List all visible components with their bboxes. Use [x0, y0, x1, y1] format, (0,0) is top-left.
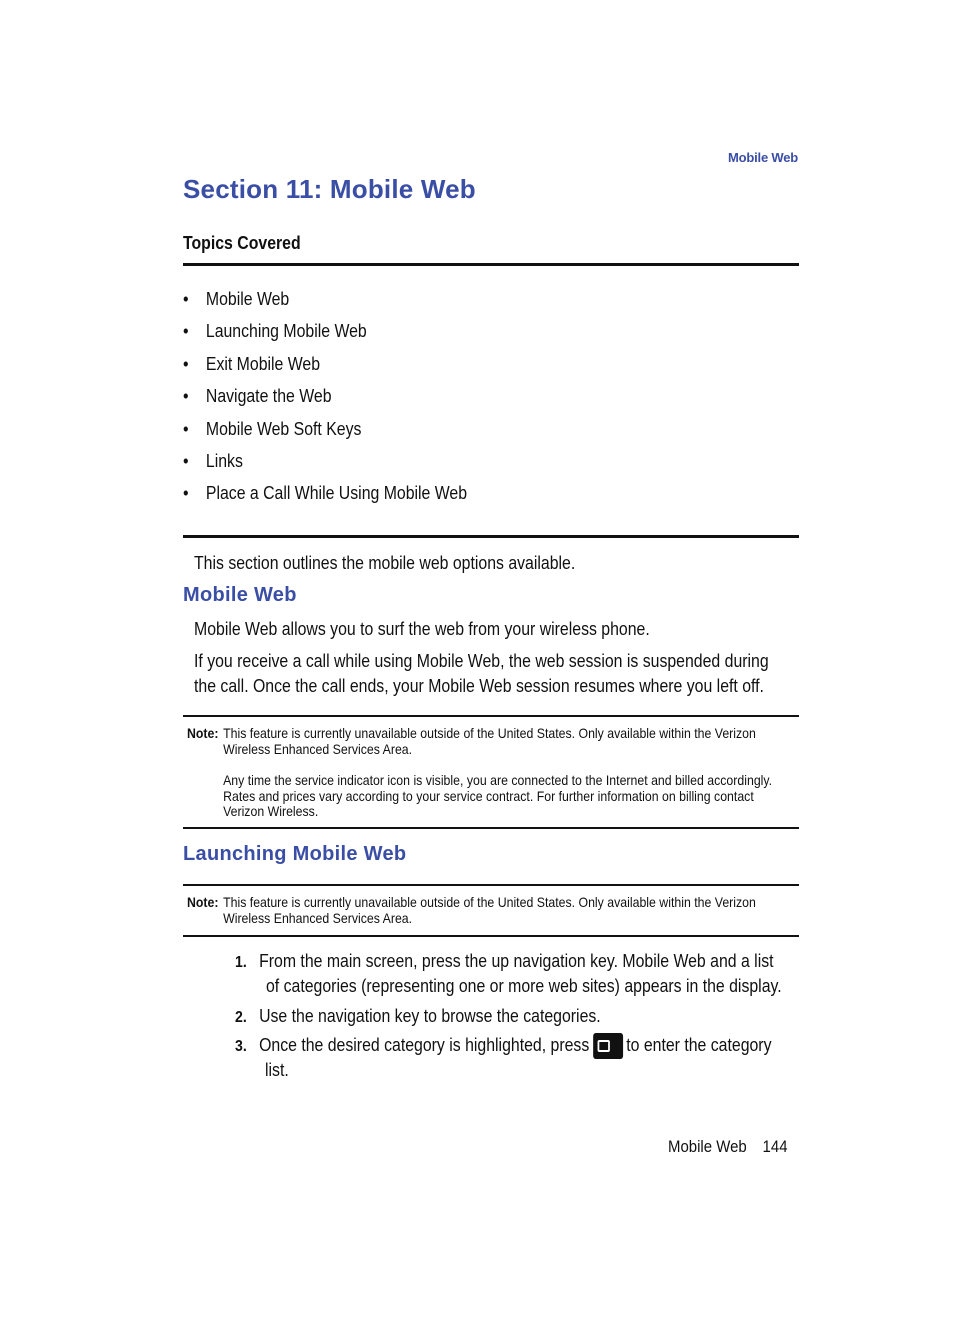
- topic-item: • Place a Call While Using Mobile Web: [183, 483, 468, 504]
- note1-para1: This feature is currently unavailable outside of the United States. Only available within the Verizon Wireless Enhanced Services Area.: [223, 725, 756, 757]
- note1-rule-bottom: [183, 827, 799, 829]
- note1-para2: Any time the service indicator icon is visible, you are connected to the Internet and billed accordingly. Rates and prices vary according to your service contract. For further information on billing contact Verizon Wireless.: [223, 772, 773, 819]
- mobile-web-heading: Mobile Web: [183, 584, 297, 606]
- topic-item: • Navigate the Web: [183, 386, 332, 407]
- mobile-web-para2-line1: If you receive a call while using Mobile Web, the web session is suspended during: [194, 651, 769, 671]
- ok-key-icon: [593, 1033, 623, 1059]
- note1: [187, 726, 803, 820]
- page-number: 144: [762, 1137, 788, 1156]
- note2-para1: This feature is currently unavailable outside of the United States. Only available within the Verizon Wireless Enhanced Services Area.: [223, 894, 756, 926]
- note1-rule-top: [183, 715, 799, 717]
- note2-rule-top: [183, 884, 799, 886]
- running-header: Mobile Web: [728, 150, 798, 165]
- step-1-cont: of categories (representing one or more web sites) appears in the display.: [266, 976, 782, 996]
- topics-heading: Topics Covered: [183, 233, 301, 253]
- mobile-web-para1: Mobile Web allows you to surf the web from your wireless phone.: [194, 619, 650, 639]
- intro-text: This section outlines the mobile web options available.: [194, 553, 576, 573]
- topic-item: • Launching Mobile Web: [183, 321, 367, 342]
- note2-label: Note:: [187, 894, 219, 910]
- note2-rule-bottom: [183, 935, 799, 937]
- topic-item: • Exit Mobile Web: [183, 353, 321, 374]
- topic-item: • Links: [183, 450, 243, 471]
- step-3: 3. Once the desired category is highlighted, press to enter the category: [235, 1033, 772, 1059]
- steps-list: [235, 949, 815, 1089]
- step-2: 2. Use the navigation key to browse the categories.: [235, 1006, 601, 1026]
- mobile-web-para2-line2: the call. Once the call ends, your Mobile Web session resumes where you left off.: [194, 676, 764, 696]
- launching-heading: Launching Mobile Web: [183, 843, 407, 865]
- topic-item: • Mobile Web Soft Keys: [183, 418, 362, 439]
- topics-rule-top: [183, 263, 799, 266]
- topics-rule-bottom: [183, 535, 799, 538]
- note2: [187, 895, 803, 926]
- page-footer: [668, 1137, 788, 1157]
- section-title: Section 11: Mobile Web: [183, 174, 476, 204]
- note1-label: Note:: [187, 725, 219, 741]
- topic-item: • Mobile Web: [183, 289, 290, 309]
- footer-label: Mobile Web: [668, 1137, 747, 1156]
- step-3-cont: list.: [265, 1060, 289, 1080]
- topics-list: [183, 286, 506, 513]
- step-1: 1. From the main screen, press the up navigation key. Mobile Web and a list: [235, 951, 774, 971]
